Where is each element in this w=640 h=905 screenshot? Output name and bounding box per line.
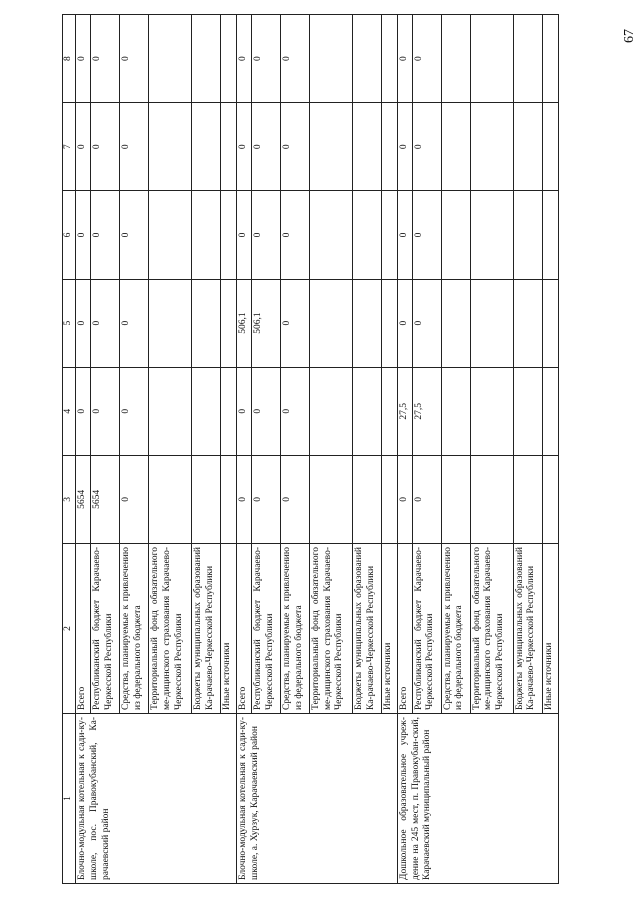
- column-number: 6: [63, 191, 76, 279]
- page-number: [622, 16, 638, 56]
- funding-source-cell: Средства, планируемые к привлечению из федерального бюджета: [119, 544, 148, 714]
- value-cell: [309, 367, 352, 455]
- value-cell: [191, 103, 220, 191]
- value-cell: 506,1: [251, 279, 280, 367]
- value-cell: [381, 367, 397, 455]
- value-cell: [309, 455, 352, 543]
- value-cell: [542, 455, 558, 543]
- value-cell: 27,5: [412, 367, 441, 455]
- value-cell: [542, 191, 558, 279]
- funding-source-cell: Средства, планируемые к привлечению из федерального бюджета: [441, 544, 470, 714]
- value-cell: 0: [251, 367, 280, 455]
- value-cell: 0: [280, 191, 309, 279]
- value-cell: [352, 191, 381, 279]
- funding-source-cell: Средства, планируемые к привлечению из федерального бюджета: [280, 544, 309, 714]
- value-cell: 0: [119, 367, 148, 455]
- value-cell: 0: [236, 367, 251, 455]
- column-number-row: [63, 15, 76, 884]
- funding-source-cell: Бюджеты муниципальных образований Ка-рачаево-Черкесской Республики: [513, 544, 542, 714]
- value-cell: [148, 455, 191, 543]
- object-name-cell: Дошкольное образовательное учреж-дение на 245 мест, п. Правокубан-ский, Карачаевский муниципальный район: [397, 714, 558, 884]
- value-cell: 0: [251, 191, 280, 279]
- value-cell: [441, 191, 470, 279]
- value-cell: 0: [397, 191, 412, 279]
- value-cell: 0: [236, 191, 251, 279]
- value-cell: 0: [90, 367, 119, 455]
- value-cell: [513, 103, 542, 191]
- value-cell: [148, 279, 191, 367]
- value-cell: 0: [412, 103, 441, 191]
- value-cell: 0: [412, 455, 441, 543]
- value-cell: [542, 367, 558, 455]
- value-cell: 0: [90, 191, 119, 279]
- value-cell: 0: [119, 455, 148, 543]
- table-body: [75, 15, 558, 884]
- funding-source-cell: Иные источники: [381, 544, 397, 714]
- value-cell: [470, 455, 513, 543]
- rotated-page: [62, 14, 612, 884]
- funding-source-cell: Иные источники: [542, 544, 558, 714]
- value-cell: 0: [75, 191, 90, 279]
- table-row: [75, 15, 90, 884]
- column-number: 7: [63, 103, 76, 191]
- value-cell: 0: [75, 367, 90, 455]
- funding-source-cell: Всего: [236, 544, 251, 714]
- value-cell: [513, 367, 542, 455]
- value-cell: [470, 15, 513, 103]
- value-cell: 0: [251, 455, 280, 543]
- value-cell: [148, 15, 191, 103]
- value-cell: 0: [75, 15, 90, 103]
- column-number: 8: [63, 15, 76, 103]
- value-cell: 0: [75, 103, 90, 191]
- value-cell: 0: [280, 279, 309, 367]
- value-cell: [191, 279, 220, 367]
- column-number: 2: [63, 544, 76, 714]
- value-cell: 5654: [90, 455, 119, 543]
- funding-source-cell: Территориальный фонд обязательного ме-дицинского страхования Карачаево-Черкесской Республики: [148, 544, 191, 714]
- value-cell: [220, 455, 236, 543]
- funding-source-cell: Республиканский бюджет Карачаево-Черкесской Республики: [412, 544, 441, 714]
- value-cell: [441, 367, 470, 455]
- table-row: [397, 15, 412, 884]
- value-cell: [470, 191, 513, 279]
- value-cell: 0: [119, 191, 148, 279]
- value-cell: 0: [280, 15, 309, 103]
- value-cell: [441, 455, 470, 543]
- value-cell: 506,1: [236, 279, 251, 367]
- value-cell: [381, 279, 397, 367]
- value-cell: 0: [280, 103, 309, 191]
- value-cell: 0: [119, 279, 148, 367]
- value-cell: [352, 455, 381, 543]
- value-cell: [220, 15, 236, 103]
- value-cell: [148, 191, 191, 279]
- value-cell: [441, 103, 470, 191]
- value-cell: [220, 279, 236, 367]
- funding-source-cell: Всего: [397, 544, 412, 714]
- value-cell: [220, 191, 236, 279]
- value-cell: [381, 15, 397, 103]
- value-cell: [309, 15, 352, 103]
- value-cell: 0: [90, 103, 119, 191]
- funding-source-cell: Бюджеты муниципальных образований Ка-рачаево-Черкесской Республики: [352, 544, 381, 714]
- column-number: 1: [63, 714, 76, 884]
- value-cell: 0: [412, 15, 441, 103]
- value-cell: 0: [397, 279, 412, 367]
- column-number: 3: [63, 455, 76, 543]
- value-cell: [513, 279, 542, 367]
- value-cell: 0: [90, 279, 119, 367]
- value-cell: 0: [397, 455, 412, 543]
- value-cell: [352, 15, 381, 103]
- funding-source-cell: Республиканский бюджет Карачаево-Черкесской Республики: [251, 544, 280, 714]
- funding-source-cell: Территориальный фонд обязательного ме-дицинского страхования Карачаево-Черкесской Республики: [470, 544, 513, 714]
- column-number: 5: [63, 279, 76, 367]
- object-name-cell: Блочно-модульная котельная к сади-ку-школе, пос. Правокубанский, Ка-рачаевский район: [75, 714, 236, 884]
- page-number-text: 67: [622, 29, 637, 43]
- value-cell: [381, 191, 397, 279]
- budget-table: [62, 14, 559, 884]
- value-cell: [309, 279, 352, 367]
- value-cell: [542, 103, 558, 191]
- value-cell: 0: [119, 103, 148, 191]
- value-cell: [352, 367, 381, 455]
- value-cell: [470, 367, 513, 455]
- value-cell: [381, 455, 397, 543]
- value-cell: [191, 15, 220, 103]
- funding-source-cell: Всего: [75, 544, 90, 714]
- value-cell: [542, 15, 558, 103]
- value-cell: [220, 367, 236, 455]
- value-cell: 5654: [75, 455, 90, 543]
- column-number: 4: [63, 367, 76, 455]
- value-cell: 0: [397, 15, 412, 103]
- value-cell: [148, 367, 191, 455]
- table-row: [236, 15, 251, 884]
- value-cell: [309, 103, 352, 191]
- value-cell: 0: [236, 15, 251, 103]
- value-cell: 27,5: [397, 367, 412, 455]
- value-cell: 0: [412, 191, 441, 279]
- value-cell: 0: [236, 455, 251, 543]
- value-cell: 0: [236, 103, 251, 191]
- value-cell: [309, 191, 352, 279]
- value-cell: 0: [119, 15, 148, 103]
- value-cell: [191, 367, 220, 455]
- value-cell: 0: [397, 103, 412, 191]
- value-cell: [513, 455, 542, 543]
- value-cell: [513, 191, 542, 279]
- value-cell: [441, 279, 470, 367]
- value-cell: [352, 103, 381, 191]
- value-cell: [220, 103, 236, 191]
- value-cell: [352, 279, 381, 367]
- value-cell: 0: [251, 103, 280, 191]
- value-cell: 0: [90, 15, 119, 103]
- value-cell: [470, 103, 513, 191]
- value-cell: [191, 191, 220, 279]
- funding-source-cell: Иные источники: [220, 544, 236, 714]
- funding-source-cell: Бюджеты муниципальных образований Ка-рачаево-Черкесской Республики: [191, 544, 220, 714]
- value-cell: [441, 15, 470, 103]
- value-cell: [148, 103, 191, 191]
- value-cell: [542, 279, 558, 367]
- value-cell: 0: [412, 279, 441, 367]
- value-cell: [191, 455, 220, 543]
- value-cell: [470, 279, 513, 367]
- value-cell: 0: [280, 367, 309, 455]
- funding-source-cell: Республиканский бюджет Карачаево-Черкесской Республики: [90, 544, 119, 714]
- value-cell: 0: [251, 15, 280, 103]
- value-cell: 0: [280, 455, 309, 543]
- value-cell: [381, 103, 397, 191]
- value-cell: 0: [75, 279, 90, 367]
- object-name-cell: Блочно-модульная котельная к сади-ку-школе, а. Хурзук, Карачаевский район: [236, 714, 397, 884]
- funding-source-cell: Территориальный фонд обязательного ме-дицинского страхования Карачаево-Черкесской Республики: [309, 544, 352, 714]
- value-cell: [513, 15, 542, 103]
